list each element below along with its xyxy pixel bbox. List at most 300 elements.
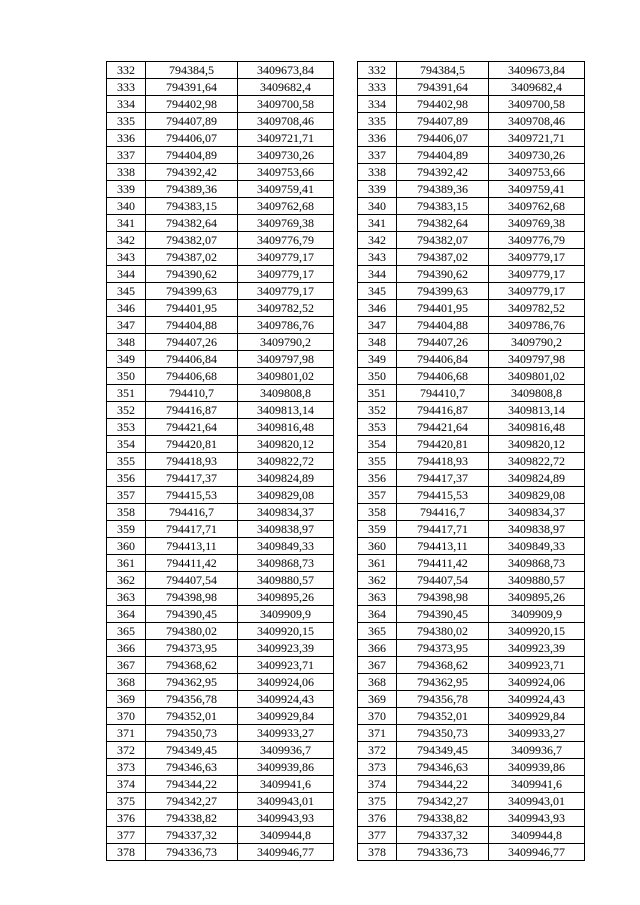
y-coordinate-cell: 3409708,46 — [238, 113, 334, 130]
x-coordinate-cell: 794382,07 — [146, 232, 238, 249]
x-coordinate-cell: 794401,95 — [146, 300, 238, 317]
point-number-cell: 361 — [358, 555, 397, 572]
point-number-cell: 353 — [107, 419, 146, 436]
point-number-cell: 373 — [358, 759, 397, 776]
x-coordinate-cell: 794338,82 — [397, 810, 489, 827]
table-row — [107, 538, 334, 555]
table-row — [358, 538, 585, 555]
table-row — [358, 793, 585, 810]
point-number-cell: 362 — [358, 572, 397, 589]
table-row — [358, 708, 585, 725]
point-number-cell: 377 — [358, 827, 397, 844]
x-coordinate-cell: 794362,95 — [146, 674, 238, 691]
y-coordinate-cell: 3409923,71 — [238, 657, 334, 674]
point-number-cell: 338 — [358, 164, 397, 181]
point-number-cell: 363 — [358, 589, 397, 606]
point-number-cell: 336 — [107, 130, 146, 147]
x-coordinate-cell: 794387,02 — [397, 249, 489, 266]
x-coordinate-cell: 794402,98 — [146, 96, 238, 113]
table-row — [107, 436, 334, 453]
table-row — [107, 232, 334, 249]
table-row — [358, 691, 585, 708]
table-row — [358, 317, 585, 334]
y-coordinate-cell: 3409933,27 — [489, 725, 585, 742]
x-coordinate-cell: 794404,89 — [146, 147, 238, 164]
table-row — [107, 606, 334, 623]
table-row — [358, 606, 585, 623]
y-coordinate-cell: 3409923,39 — [489, 640, 585, 657]
point-number-cell: 367 — [358, 657, 397, 674]
table-row — [358, 283, 585, 300]
y-coordinate-cell: 3409782,52 — [489, 300, 585, 317]
table-row — [107, 147, 334, 164]
point-number-cell: 375 — [358, 793, 397, 810]
point-number-cell: 344 — [358, 266, 397, 283]
point-number-cell: 377 — [107, 827, 146, 844]
x-coordinate-cell: 794350,73 — [146, 725, 238, 742]
x-coordinate-cell: 794384,5 — [397, 62, 489, 79]
y-coordinate-cell: 3409929,84 — [489, 708, 585, 725]
x-coordinate-cell: 794352,01 — [146, 708, 238, 725]
x-coordinate-cell: 794389,36 — [146, 181, 238, 198]
y-coordinate-cell: 3409834,37 — [238, 504, 334, 521]
x-coordinate-cell: 794399,63 — [146, 283, 238, 300]
y-coordinate-cell: 3409909,9 — [238, 606, 334, 623]
y-coordinate-cell: 3409779,17 — [238, 283, 334, 300]
point-number-cell: 337 — [107, 147, 146, 164]
table-row — [358, 385, 585, 402]
point-number-cell: 344 — [107, 266, 146, 283]
point-number-cell: 351 — [107, 385, 146, 402]
y-coordinate-cell: 3409944,8 — [489, 827, 585, 844]
y-coordinate-cell: 3409820,12 — [489, 436, 585, 453]
table-row — [107, 521, 334, 538]
point-number-cell: 358 — [358, 504, 397, 521]
x-coordinate-cell: 794407,54 — [397, 572, 489, 589]
point-number-cell: 334 — [358, 96, 397, 113]
table-row — [358, 572, 585, 589]
y-coordinate-cell: 3409943,93 — [489, 810, 585, 827]
y-coordinate-cell: 3409673,84 — [489, 62, 585, 79]
coordinates-table-left — [106, 61, 334, 861]
point-number-cell: 346 — [107, 300, 146, 317]
x-coordinate-cell: 794411,42 — [146, 555, 238, 572]
x-coordinate-cell: 794421,64 — [397, 419, 489, 436]
coordinates-table-right — [357, 61, 585, 861]
x-coordinate-cell: 794344,22 — [397, 776, 489, 793]
y-coordinate-cell: 3409730,26 — [238, 147, 334, 164]
x-coordinate-cell: 794390,45 — [146, 606, 238, 623]
table-row — [107, 385, 334, 402]
x-coordinate-cell: 794416,7 — [146, 504, 238, 521]
y-coordinate-cell: 3409936,7 — [238, 742, 334, 759]
y-coordinate-cell: 3409673,84 — [238, 62, 334, 79]
point-number-cell: 349 — [107, 351, 146, 368]
point-number-cell: 366 — [358, 640, 397, 657]
x-coordinate-cell: 794342,27 — [397, 793, 489, 810]
table-row — [358, 266, 585, 283]
table-row — [107, 79, 334, 96]
table-row — [107, 623, 334, 640]
point-number-cell: 341 — [107, 215, 146, 232]
table-row — [107, 810, 334, 827]
table-row — [107, 776, 334, 793]
point-number-cell: 363 — [107, 589, 146, 606]
point-number-cell: 367 — [107, 657, 146, 674]
point-number-cell: 342 — [107, 232, 146, 249]
y-coordinate-cell: 3409829,08 — [489, 487, 585, 504]
table-row — [358, 419, 585, 436]
y-coordinate-cell: 3409822,72 — [238, 453, 334, 470]
point-number-cell: 352 — [358, 402, 397, 419]
point-number-cell: 360 — [358, 538, 397, 555]
point-number-cell: 364 — [107, 606, 146, 623]
x-coordinate-cell: 794389,36 — [397, 181, 489, 198]
point-number-cell: 362 — [107, 572, 146, 589]
y-coordinate-cell: 3409880,57 — [238, 572, 334, 589]
table-row — [107, 249, 334, 266]
y-coordinate-cell: 3409824,89 — [489, 470, 585, 487]
x-coordinate-cell: 794402,98 — [397, 96, 489, 113]
x-coordinate-cell: 794417,37 — [397, 470, 489, 487]
table-row — [358, 62, 585, 79]
x-coordinate-cell: 794406,07 — [146, 130, 238, 147]
y-coordinate-cell: 3409880,57 — [489, 572, 585, 589]
y-coordinate-cell: 3409730,26 — [489, 147, 585, 164]
x-coordinate-cell: 794380,02 — [397, 623, 489, 640]
x-coordinate-cell: 794338,82 — [146, 810, 238, 827]
x-coordinate-cell: 794350,73 — [397, 725, 489, 742]
point-number-cell: 355 — [358, 453, 397, 470]
table-row — [358, 198, 585, 215]
table-row — [358, 487, 585, 504]
y-coordinate-cell: 3409753,66 — [238, 164, 334, 181]
y-coordinate-cell: 3409708,46 — [489, 113, 585, 130]
x-coordinate-cell: 794406,07 — [397, 130, 489, 147]
point-number-cell: 339 — [107, 181, 146, 198]
table-row — [107, 572, 334, 589]
x-coordinate-cell: 794383,15 — [146, 198, 238, 215]
point-number-cell: 378 — [107, 844, 146, 861]
table-row — [358, 351, 585, 368]
table-row — [358, 640, 585, 657]
point-number-cell: 335 — [107, 113, 146, 130]
x-coordinate-cell: 794391,64 — [146, 79, 238, 96]
point-number-cell: 376 — [107, 810, 146, 827]
table-row — [358, 181, 585, 198]
y-coordinate-cell: 3409801,02 — [489, 368, 585, 385]
table-row — [358, 759, 585, 776]
x-coordinate-cell: 794368,62 — [397, 657, 489, 674]
y-coordinate-cell: 3409682,4 — [489, 79, 585, 96]
x-coordinate-cell: 794406,68 — [397, 368, 489, 385]
y-coordinate-cell: 3409820,12 — [238, 436, 334, 453]
x-coordinate-cell: 794390,62 — [146, 266, 238, 283]
y-coordinate-cell: 3409946,77 — [489, 844, 585, 861]
y-coordinate-cell: 3409849,33 — [489, 538, 585, 555]
table-row — [107, 368, 334, 385]
table-row — [358, 504, 585, 521]
x-coordinate-cell: 794407,89 — [397, 113, 489, 130]
table-row — [107, 487, 334, 504]
x-coordinate-cell: 794398,98 — [146, 589, 238, 606]
point-number-cell: 349 — [358, 351, 397, 368]
y-coordinate-cell: 3409808,8 — [489, 385, 585, 402]
y-coordinate-cell: 3409943,01 — [238, 793, 334, 810]
table-row — [358, 657, 585, 674]
table-row — [107, 283, 334, 300]
table-row — [107, 164, 334, 181]
table-row — [107, 555, 334, 572]
point-number-cell: 358 — [107, 504, 146, 521]
x-coordinate-cell: 794417,71 — [146, 521, 238, 538]
y-coordinate-cell: 3409944,8 — [238, 827, 334, 844]
table-row — [358, 827, 585, 844]
table-row — [107, 657, 334, 674]
y-coordinate-cell: 3409790,2 — [489, 334, 585, 351]
point-number-cell: 350 — [358, 368, 397, 385]
y-coordinate-cell: 3409868,73 — [238, 555, 334, 572]
table-row — [107, 504, 334, 521]
point-number-cell: 369 — [358, 691, 397, 708]
table-row — [358, 368, 585, 385]
point-number-cell: 335 — [358, 113, 397, 130]
table-row — [358, 742, 585, 759]
y-coordinate-cell: 3409801,02 — [238, 368, 334, 385]
point-number-cell: 338 — [107, 164, 146, 181]
x-coordinate-cell: 794404,88 — [397, 317, 489, 334]
point-number-cell: 350 — [107, 368, 146, 385]
x-coordinate-cell: 794417,37 — [146, 470, 238, 487]
point-number-cell: 359 — [107, 521, 146, 538]
table-row — [358, 79, 585, 96]
x-coordinate-cell: 794407,26 — [397, 334, 489, 351]
point-number-cell: 348 — [358, 334, 397, 351]
x-coordinate-cell: 794392,42 — [146, 164, 238, 181]
table-row — [358, 164, 585, 181]
table-row — [358, 130, 585, 147]
y-coordinate-cell: 3409762,68 — [238, 198, 334, 215]
x-coordinate-cell: 794404,89 — [397, 147, 489, 164]
y-coordinate-cell: 3409943,93 — [238, 810, 334, 827]
point-number-cell: 333 — [358, 79, 397, 96]
y-coordinate-cell: 3409924,43 — [489, 691, 585, 708]
point-number-cell: 372 — [107, 742, 146, 759]
table-row — [358, 232, 585, 249]
x-coordinate-cell: 794406,84 — [146, 351, 238, 368]
x-coordinate-cell: 794390,45 — [397, 606, 489, 623]
point-number-cell: 347 — [107, 317, 146, 334]
table-row — [107, 62, 334, 79]
point-number-cell: 368 — [358, 674, 397, 691]
point-number-cell: 359 — [358, 521, 397, 538]
y-coordinate-cell: 3409924,06 — [238, 674, 334, 691]
point-number-cell: 365 — [107, 623, 146, 640]
y-coordinate-cell: 3409721,71 — [489, 130, 585, 147]
x-coordinate-cell: 794416,7 — [397, 504, 489, 521]
y-coordinate-cell: 3409895,26 — [489, 589, 585, 606]
point-number-cell: 337 — [358, 147, 397, 164]
table-row — [358, 623, 585, 640]
y-coordinate-cell: 3409779,17 — [489, 283, 585, 300]
y-coordinate-cell: 3409776,79 — [489, 232, 585, 249]
table-row — [358, 147, 585, 164]
point-number-cell: 348 — [107, 334, 146, 351]
table-row — [107, 589, 334, 606]
point-number-cell: 364 — [358, 606, 397, 623]
x-coordinate-cell: 794352,01 — [397, 708, 489, 725]
point-number-cell: 347 — [358, 317, 397, 334]
y-coordinate-cell: 3409895,26 — [238, 589, 334, 606]
point-number-cell: 374 — [358, 776, 397, 793]
table-row — [358, 96, 585, 113]
point-number-cell: 354 — [358, 436, 397, 453]
y-coordinate-cell: 3409762,68 — [489, 198, 585, 215]
x-coordinate-cell: 794398,98 — [397, 589, 489, 606]
x-coordinate-cell: 794382,07 — [397, 232, 489, 249]
y-coordinate-cell: 3409776,79 — [238, 232, 334, 249]
y-coordinate-cell: 3409936,7 — [489, 742, 585, 759]
x-coordinate-cell: 794418,93 — [146, 453, 238, 470]
point-number-cell: 346 — [358, 300, 397, 317]
table-row — [107, 181, 334, 198]
x-coordinate-cell: 794392,42 — [397, 164, 489, 181]
point-number-cell: 342 — [358, 232, 397, 249]
table-row — [358, 436, 585, 453]
x-coordinate-cell: 794382,64 — [146, 215, 238, 232]
table-row — [107, 402, 334, 419]
y-coordinate-cell: 3409939,86 — [238, 759, 334, 776]
x-coordinate-cell: 794390,62 — [397, 266, 489, 283]
y-coordinate-cell: 3409779,17 — [238, 249, 334, 266]
table-row — [107, 334, 334, 351]
point-number-cell: 357 — [358, 487, 397, 504]
table-row — [107, 640, 334, 657]
coordinates-table-body — [358, 62, 585, 861]
point-number-cell: 345 — [107, 283, 146, 300]
point-number-cell: 336 — [358, 130, 397, 147]
y-coordinate-cell: 3409838,97 — [238, 521, 334, 538]
point-number-cell: 339 — [358, 181, 397, 198]
table-row — [358, 300, 585, 317]
y-coordinate-cell: 3409816,48 — [489, 419, 585, 436]
point-number-cell: 340 — [107, 198, 146, 215]
y-coordinate-cell: 3409943,01 — [489, 793, 585, 810]
x-coordinate-cell: 794411,42 — [397, 555, 489, 572]
table-row — [107, 691, 334, 708]
point-number-cell: 371 — [358, 725, 397, 742]
x-coordinate-cell: 794420,81 — [146, 436, 238, 453]
y-coordinate-cell: 3409816,48 — [238, 419, 334, 436]
table-row — [358, 453, 585, 470]
point-number-cell: 345 — [358, 283, 397, 300]
y-coordinate-cell: 3409769,38 — [238, 215, 334, 232]
point-number-cell: 368 — [107, 674, 146, 691]
table-row — [358, 674, 585, 691]
point-number-cell: 378 — [358, 844, 397, 861]
x-coordinate-cell: 794336,73 — [146, 844, 238, 861]
table-row — [358, 776, 585, 793]
x-coordinate-cell: 794356,78 — [397, 691, 489, 708]
x-coordinate-cell: 794416,87 — [146, 402, 238, 419]
y-coordinate-cell: 3409753,66 — [489, 164, 585, 181]
table-row — [107, 674, 334, 691]
table-row — [358, 589, 585, 606]
y-coordinate-cell: 3409933,27 — [238, 725, 334, 742]
y-coordinate-cell: 3409868,73 — [489, 555, 585, 572]
x-coordinate-cell: 794417,71 — [397, 521, 489, 538]
point-number-cell: 340 — [358, 198, 397, 215]
y-coordinate-cell: 3409786,76 — [238, 317, 334, 334]
x-coordinate-cell: 794420,81 — [397, 436, 489, 453]
table-row — [107, 317, 334, 334]
y-coordinate-cell: 3409808,8 — [238, 385, 334, 402]
x-coordinate-cell: 794356,78 — [146, 691, 238, 708]
table-row — [107, 470, 334, 487]
point-number-cell: 333 — [107, 79, 146, 96]
x-coordinate-cell: 794346,63 — [146, 759, 238, 776]
y-coordinate-cell: 3409822,72 — [489, 453, 585, 470]
table-row — [107, 215, 334, 232]
y-coordinate-cell: 3409790,2 — [238, 334, 334, 351]
y-coordinate-cell: 3409923,71 — [489, 657, 585, 674]
y-coordinate-cell: 3409834,37 — [489, 504, 585, 521]
y-coordinate-cell: 3409946,77 — [238, 844, 334, 861]
y-coordinate-cell: 3409813,14 — [489, 402, 585, 419]
point-number-cell: 356 — [358, 470, 397, 487]
point-number-cell: 343 — [358, 249, 397, 266]
y-coordinate-cell: 3409759,41 — [489, 181, 585, 198]
y-coordinate-cell: 3409797,98 — [489, 351, 585, 368]
x-coordinate-cell: 794387,02 — [146, 249, 238, 266]
y-coordinate-cell: 3409939,86 — [489, 759, 585, 776]
x-coordinate-cell: 794382,64 — [397, 215, 489, 232]
x-coordinate-cell: 794368,62 — [146, 657, 238, 674]
point-number-cell: 355 — [107, 453, 146, 470]
table-row — [107, 827, 334, 844]
x-coordinate-cell: 794362,95 — [397, 674, 489, 691]
x-coordinate-cell: 794346,63 — [397, 759, 489, 776]
point-number-cell: 352 — [107, 402, 146, 419]
x-coordinate-cell: 794344,22 — [146, 776, 238, 793]
point-number-cell: 372 — [358, 742, 397, 759]
table-row — [107, 725, 334, 742]
point-number-cell: 351 — [358, 385, 397, 402]
y-coordinate-cell: 3409779,17 — [489, 249, 585, 266]
table-row — [107, 266, 334, 283]
y-coordinate-cell: 3409920,15 — [489, 623, 585, 640]
table-row — [107, 300, 334, 317]
x-coordinate-cell: 794415,53 — [146, 487, 238, 504]
x-coordinate-cell: 794418,93 — [397, 453, 489, 470]
y-coordinate-cell: 3409769,38 — [489, 215, 585, 232]
point-number-cell: 357 — [107, 487, 146, 504]
y-coordinate-cell: 3409682,4 — [238, 79, 334, 96]
point-number-cell: 371 — [107, 725, 146, 742]
point-number-cell: 373 — [107, 759, 146, 776]
x-coordinate-cell: 794410,7 — [146, 385, 238, 402]
table-row — [358, 249, 585, 266]
y-coordinate-cell: 3409824,89 — [238, 470, 334, 487]
y-coordinate-cell: 3409700,58 — [238, 96, 334, 113]
y-coordinate-cell: 3409929,84 — [238, 708, 334, 725]
point-number-cell: 365 — [358, 623, 397, 640]
x-coordinate-cell: 794373,95 — [397, 640, 489, 657]
table-row — [107, 419, 334, 436]
table-row — [358, 810, 585, 827]
point-number-cell: 332 — [107, 62, 146, 79]
table-row — [358, 215, 585, 232]
